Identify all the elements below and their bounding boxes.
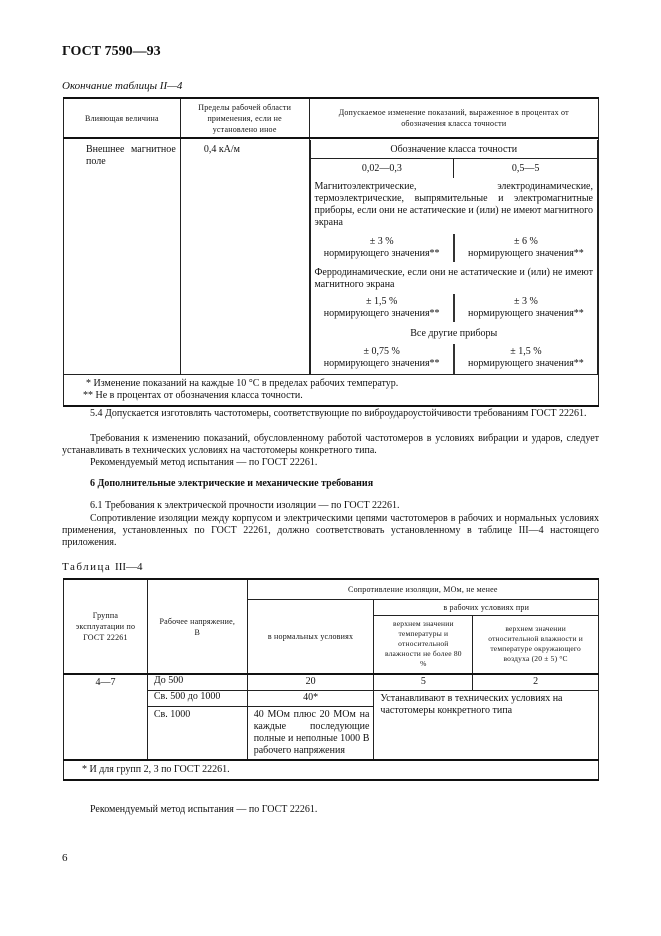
header-work: в рабочих условиях при xyxy=(374,599,599,615)
cell-normal-2: 40* xyxy=(247,690,374,706)
cell-voltage-1: До 500 xyxy=(147,674,247,690)
page-number: 6 xyxy=(62,852,68,864)
paragraph-resistance: Сопротивление изоляции между корпусом и электрическими цепями частотомеров в рабочих и нормальных условиях применения, установленных по ГОСТ 22261, должно соответствовать установленному в таблице III—4 настоящего приложения. xyxy=(62,513,599,548)
table2-caption: Таблица III—4 xyxy=(62,561,143,573)
cell-tech-note: Устанавливают в технических условиях на частотомеры конкретного типа xyxy=(374,690,599,760)
cell-quantity: Внешнее магнитное поле xyxy=(64,138,181,375)
header-resistance: Сопротивление изоляции, МОм, не менее xyxy=(247,579,598,599)
class-b: 0,5—5 xyxy=(454,159,598,179)
cell-changes xyxy=(309,138,598,375)
cell-voltage-3: Св. 1000 xyxy=(147,706,247,760)
header-upper-temp: верхнем значении температуры и относительной влажности не более 80 % xyxy=(374,615,473,674)
cell-hum-1: 2 xyxy=(473,674,599,690)
group3-text: Все другие приборы xyxy=(310,322,597,344)
table1-header-row xyxy=(64,98,599,138)
table2-footnote: * И для групп 2, 3 по ГОСТ 22261. xyxy=(64,760,599,780)
header-group: Группа эксплуатации по ГОСТ 22261 xyxy=(64,579,148,674)
note-1: * Изменение показаний на каждые 10 °С в пределах рабочих температур. xyxy=(86,378,399,389)
table2-row-1 xyxy=(64,674,599,690)
paragraph-method-2: Рекомендуемый метод испытания — по ГОСТ 22261. xyxy=(90,804,318,815)
group1-text: Магнитоэлектрические, электродинамические, термоэлектрические, выпрямительные и электромагнитные приборы, если они не астатические и (или) не имеют магнитного экрана xyxy=(310,178,597,234)
table1-notes xyxy=(64,375,599,407)
table1-body-row xyxy=(64,138,599,375)
paragraph-method-1: Рекомендуемый метод испытания — по ГОСТ 22261. xyxy=(90,457,318,468)
group2-a: ± 1,5 % нормирующего значения** xyxy=(310,294,454,322)
header-upper-hum: верхнем значении относительной влажности и температуре окружающего воздуха (20 ± 5) °С xyxy=(473,615,599,674)
cell-range: 0,4 кА/м xyxy=(180,138,309,375)
cell-temp-1: 5 xyxy=(374,674,473,690)
header-normal: в нормальных условиях xyxy=(247,599,374,674)
group2-text: Ферродинамические, если они не астатические и (или) не имеют магнитного экрана xyxy=(310,262,597,294)
header-range: Пределы рабочей области применения, если не установлено иное xyxy=(180,98,309,138)
class-title: Обозначение класса точности xyxy=(310,140,597,159)
paragraph-5-4: 5.4 Допускается изготовлять частотомеры, соответствующие по виброудароустойчивости требованиям ГОСТ 22261. xyxy=(90,408,587,419)
group3-b: ± 1,5 % нормирующего значения** xyxy=(454,344,598,374)
section-6-heading: 6 Дополнительные электрические и механические требования xyxy=(90,478,374,489)
cell-normal-1: 20 xyxy=(247,674,374,690)
cell-group: 4—7 xyxy=(64,674,148,760)
group2-b: ± 3 % нормирующего значения** xyxy=(454,294,598,322)
header-voltage: Рабочее напряжение, В xyxy=(147,579,247,674)
changes-subtable xyxy=(310,140,598,374)
table1-caption: Окончание таблицы II—4 xyxy=(62,80,183,92)
class-a: 0,02—0,3 xyxy=(310,159,454,179)
table-iii-4 xyxy=(63,578,599,781)
table2-footnote-row xyxy=(64,760,599,780)
note-2: ** Не в процентах от обозначения класса точности. xyxy=(83,390,303,401)
group3-a: ± 0,75 % нормирующего значения** xyxy=(310,344,454,374)
document-header: ГОСТ 7590—93 xyxy=(62,44,161,59)
header-change: Допускаемое изменение показаний, выраженное в процентах от обозначения класса точности xyxy=(309,98,598,138)
table-ii-4 xyxy=(63,97,599,407)
paragraph-6-1: 6.1 Требования к электрической прочности изоляции — по ГОСТ 22261. xyxy=(90,500,400,511)
cell-voltage-2: Св. 500 до 1000 xyxy=(147,690,247,706)
group1-b: ± 6 % нормирующего значения** xyxy=(454,234,598,262)
header-quantity: Влияющая величина xyxy=(64,98,181,138)
paragraph-vibration: Требования к изменению показаний, обусловленному работой частотомеров в условиях вибрации и ударов, следует устанавливать в технических условиях на частотомеры конкретного типа. xyxy=(62,433,599,456)
group1-a: ± 3 % нормирующего значения** xyxy=(310,234,454,262)
cell-normal-3: 40 МОм плюс 20 МОм на каждые последующие полные и неполные 1000 В рабочего напряжения xyxy=(247,706,374,760)
